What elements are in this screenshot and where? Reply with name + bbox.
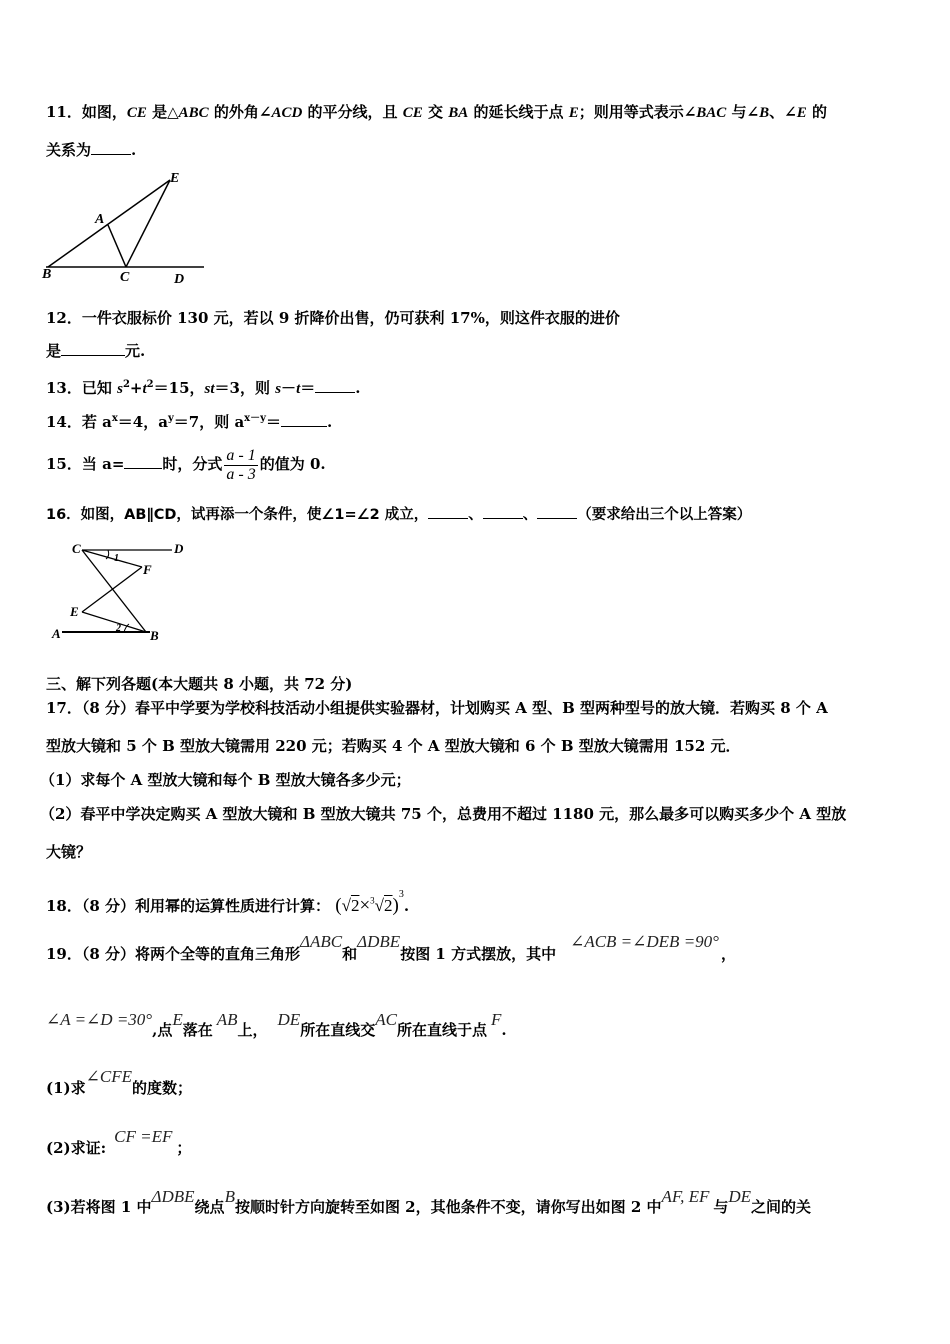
q12-line1: 12．一件衣服标价 130 元，若以 9 折降价出售，仍可获利 17%，则这件衣服的进价 — [46, 309, 620, 327]
fig11-line-be — [48, 180, 170, 267]
q12-answer-blank[interactable] — [61, 341, 125, 356]
q16-answer-blank-2[interactable] — [483, 504, 523, 519]
q11-answer-blank[interactable] — [91, 140, 131, 155]
q14-answer-blank[interactable] — [281, 412, 327, 427]
q13-answer-blank[interactable] — [315, 378, 355, 393]
q17-part2-line1: （2）春平中学决定购买 A 型放大镜和 B 型放大镜共 75 个，总费用不超过 1180 元，那么最多可以购买多少个 A 型放 — [40, 805, 847, 823]
fig16-label-e: E — [70, 604, 79, 619]
q15-answer-blank[interactable] — [124, 454, 162, 469]
q15-line: 15．当 a= 时，分式 $\frac{a - 1}{a - 3}$ 的值为 0. — [46, 446, 326, 483]
fig11-label-e: E — [170, 171, 180, 186]
q19-part1: (1)求∠CFE的度数； — [46, 1067, 193, 1097]
q17-part2-line2: 大镜？ — [46, 843, 92, 861]
q11-line1: 11．如图，CE 是△ABC 的外角∠ACD 的平分线，且 CE 交 BA 的延长线于点 E；则用等式表示∠BAC 与∠B、∠E 的 — [46, 103, 827, 121]
q19-line2: ∠A =∠D =30°,点E落在AB上，DE所在直线交AC所在直线于点F. — [46, 1010, 507, 1039]
q13-line: 13．已知 $s^2+t^2=15$，st＝3，则 s－t＝ . — [46, 379, 361, 397]
fig16-label-c: C — [72, 541, 81, 556]
q17-part1: （1）求每个 A 型放大镜和每个 B 型放大镜各多少元； — [40, 771, 411, 789]
fig16-label-b: B — [150, 628, 159, 643]
fig16-label-f: F — [143, 562, 152, 577]
fig11-line-ce — [126, 180, 170, 267]
q19-part3: (3)若将图 1 中ΔDBE绕点B按顺时针方向旋转至如图 2，其他条件不变，请你写出如图 2 中AF, EF与DE之间的关 — [46, 1187, 812, 1216]
section3-heading: 三、解下列各题(本大题共 8 小题，共 72 分) — [46, 675, 353, 693]
fig11-label-c: C — [120, 270, 130, 285]
fig16-label-1: 1 — [114, 553, 119, 564]
fig16-label-2: 2 — [116, 623, 121, 634]
q17-line2: 型放大镜和 5 个 B 型放大镜需用 220 元；若购买 4 个 A 型放大镜和 6 个 B 型放大镜需用 152 元． — [46, 737, 741, 755]
fig16-line-cf — [82, 550, 142, 567]
fig16-line-fe — [82, 567, 142, 612]
fig16-label-d: D — [174, 541, 184, 556]
fig11-label-d: D — [174, 272, 185, 287]
q14-line: 14．若 $a^x=4$，$a^y=7$，则 $a^{x-y}=$ . — [46, 413, 333, 431]
q19-part2: (2)求证:CF =EF； — [46, 1127, 192, 1157]
fig16-line-eb — [82, 612, 146, 632]
q12-line2: 是 元. — [46, 342, 146, 360]
q11-line2: 关系为 . — [46, 141, 137, 159]
fig11-label-a: A — [95, 212, 105, 227]
q19-line1: 19．（8 分）将两个全等的直角三角形ΔABC和ΔDBE按图 1 方式摆放，其中∠ACB =∠DEB =90°， — [46, 932, 736, 963]
q11-figure — [40, 165, 210, 287]
q18-expression: $(√2\times^3√2)^3$ — [335, 889, 404, 916]
q16-answer-blank-1[interactable] — [428, 504, 468, 519]
q16-figure — [46, 536, 196, 646]
fig11-label-b: B — [42, 267, 52, 282]
q18-line: 18．（8 分）利用幂的运算性质进行计算： $(√2\times^3√2)^3$. — [46, 889, 410, 916]
q16-line: 16．如图，AB∥CD，试再添一个条件，使∠1=∠2 成立， 、 、 （要求给出三个以上答案） — [46, 504, 751, 525]
q17-line1: 17．（8 分）春平中学要为学校科技活动小组提供实验器材，计划购买 A 型、B 型两种型号的放大镜．若购买 8 个 A — [46, 699, 828, 717]
q16-answer-blank-3[interactable] — [537, 504, 577, 519]
fig16-label-a: A — [52, 626, 61, 641]
q15-fraction: $\frac{a - 1}{a - 3}$ — [226, 446, 256, 483]
fig11-line-ac — [108, 225, 126, 267]
